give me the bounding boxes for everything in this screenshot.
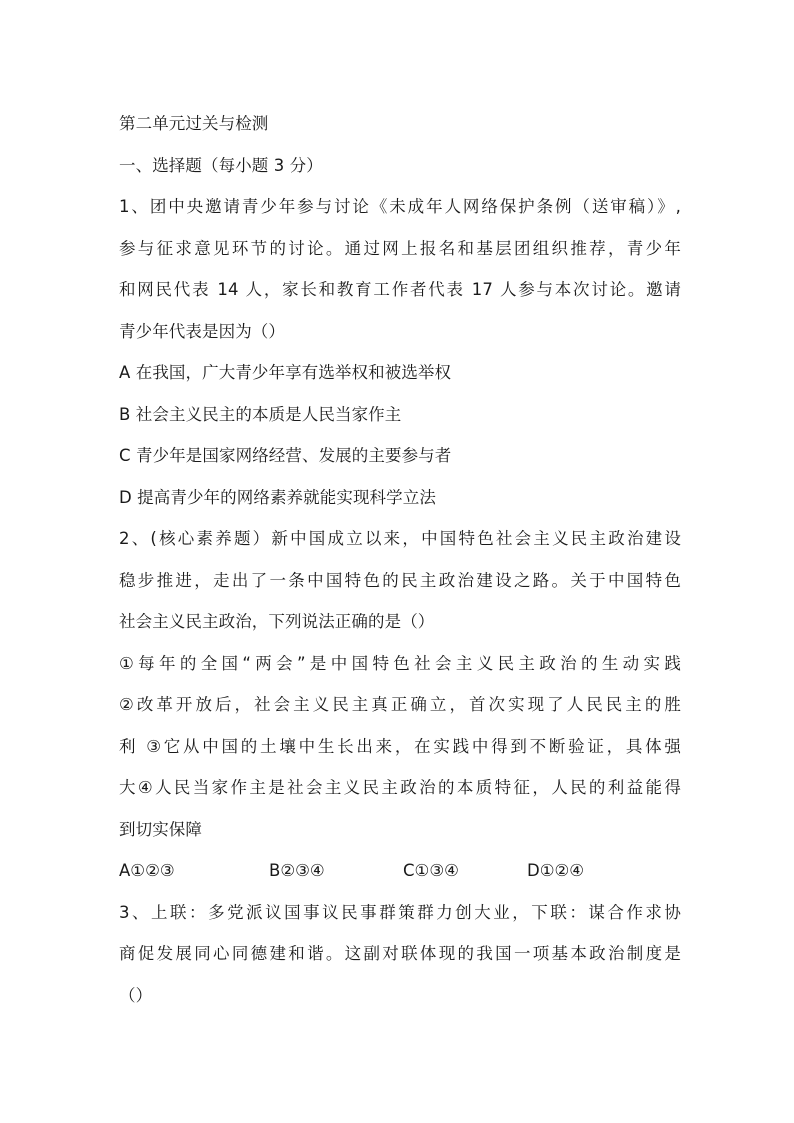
- question-2-line-1: 2、(核心素养题）新中国成立以来，中国特色社会主义民主政治建设: [119, 529, 681, 548]
- question-1-line-4: 青少年代表是因为（）: [119, 321, 285, 341]
- question-2-statement-4-end: 到切实保障: [119, 819, 202, 839]
- question-1-option-d: D 提高青少年的网络素养就能实现科学立法: [119, 487, 436, 507]
- question-2-statement-4: 大④人民当家作主是社会主义民主政治的本质特征，人民的利益能得: [119, 778, 681, 797]
- question-1-line-2: 参与征求意见环节的讨论。通过网上报名和基层团组织推荐，青少年: [119, 238, 681, 258]
- question-1-option-c: C 青少年是国家网络经营、发展的主要参与者: [119, 446, 452, 465]
- section-title: 一、选择题（每小题 3 分）: [119, 155, 323, 175]
- unit-title: 第二单元过关与检测: [119, 114, 269, 133]
- question-2-option-c: C①③④: [403, 861, 459, 880]
- question-2-option-a: A①②③: [119, 861, 175, 880]
- question-1-option-a: A 在我国，广大青少年享有选举权和被选举权: [119, 363, 452, 382]
- question-3-line-3: （）: [119, 985, 153, 1005]
- question-1-line-1: 1、团中央邀请青少年参与讨论《未成年人网络保护条例（送审稿）》,: [119, 197, 681, 216]
- question-2-statement-3: 利 ③它从中国的土壤中生长出来，在实践中得到不断验证，具体强: [119, 736, 681, 756]
- question-1-option-b: B 社会主义民主的本质是人民当家作主: [119, 404, 402, 424]
- question-3-line-2: 商促发展同心同德建和谐。这副对联体现的我国一项基本政治制度是: [119, 944, 681, 963]
- question-2-options: [119, 850, 681, 892]
- question-1-line-3: 和网民代表 14 人，家长和教育工作者代表 17 人参与本次讨论。邀请: [119, 280, 681, 299]
- document-page: [119, 103, 681, 1016]
- question-3-line-1: 3、上联：多党派议国事议民事群策群力创大业，下联：谋合作求协: [119, 902, 681, 922]
- question-1: [119, 186, 681, 518]
- question-2-statement-1: ①每年的全国“两会”是中国特色社会主义民主政治的生动实践: [119, 653, 681, 673]
- question-2-line-3: 社会主义民主政治，下列说法正确的是（）: [119, 612, 435, 631]
- question-2-statement-2: ②改革开放后，社会主义民主真正确立，首次实现了人民民主的胜: [119, 695, 681, 714]
- question-2-option-d: D①②④: [527, 861, 585, 880]
- question-3: [119, 892, 681, 1017]
- question-2-line-2: 稳步推进，走出了一条中国特色的民主政治建设之路。关于中国特色: [119, 570, 681, 590]
- question-2-option-b: B②③④: [269, 861, 325, 880]
- question-2: [119, 518, 681, 892]
